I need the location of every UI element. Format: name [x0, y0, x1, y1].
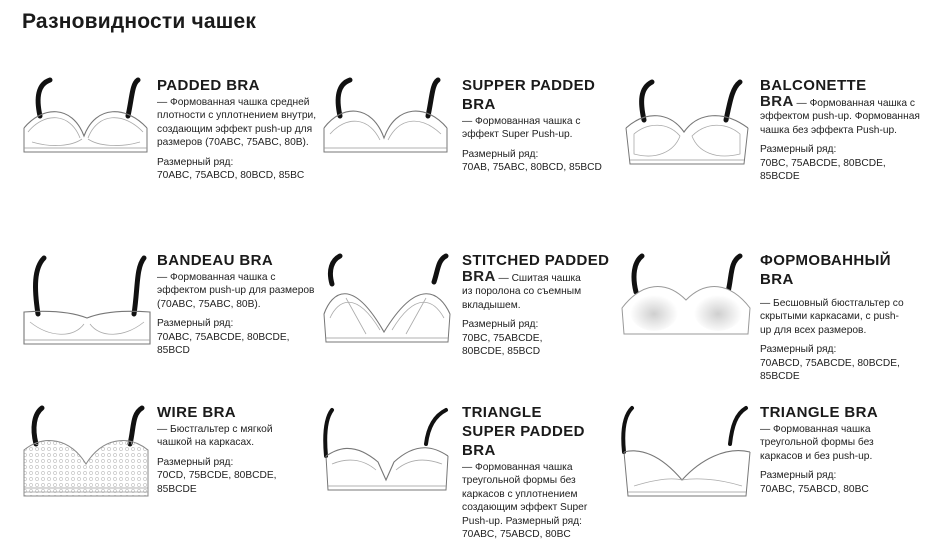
item-name: WIRE BRA — [157, 404, 237, 421]
supper-padded-bra-info — [462, 76, 630, 175]
item-name-line2: BRA — [760, 93, 794, 110]
item-description: — Формованная чашка средней плотности с уплотнением внутри, создающим эффект push-up для размеров (70ABC, 75ABC, 80B). — [157, 97, 317, 149]
sizes-label: Размерный ряд: — [760, 344, 837, 356]
sizes-label: Размерный ряд: — [462, 148, 539, 160]
molded-bra-info — [760, 251, 925, 383]
item-name-line1: BALCONETTE — [760, 77, 867, 94]
sizes-value: 70ABC, 75ABCD, 80BC — [462, 529, 571, 541]
item-description: — Формованная чашка с эффектом push-up. Формованная чашка без эффекта Push-up. — [760, 98, 920, 136]
sizes-value: 70CD, 75BCDE, 80BCDE, 85BCDE — [157, 470, 277, 495]
item-description: — Формованная чашка треугольной формы без каркасов с уплотнением создающим эффект Super Push-up. Размерный ряд: — [462, 462, 588, 527]
page-title: Разновидности чашек — [22, 10, 257, 33]
item-name: TRIANGLE BRA — [760, 404, 879, 421]
sizes-label: Размерный ряд: — [462, 319, 539, 331]
item-description: — Бюстгальтер с мягкой чашкой на каркасах. — [157, 424, 273, 449]
stitched-padded-bra-illustration — [322, 252, 452, 347]
sizes-value: 70BC, 75ABCDE, 80BCDE, 85BCD — [462, 332, 543, 358]
sizes-value: 70AB, 75ABC, 80BCD, 85BCD — [462, 162, 602, 174]
item-name: BANDEAU BRA — [157, 252, 274, 269]
item-description: — Бесшовный бюстгальтер со скрытыми каркасами, с push-up для всех размеров. — [760, 298, 904, 336]
item-name: PADDED BRA — [157, 77, 260, 94]
triangle-super-padded-bra-info — [462, 403, 622, 541]
sizes-value: 70ABC, 75ABCD, 80BCD, 85BC — [157, 170, 305, 182]
item-name-line2: BRA — [462, 268, 496, 285]
item-description: — Сшитая чашка из поролона со съемным вкладышем. — [462, 273, 582, 311]
sizes-value: 70BC, 75ABCDE, 80BCDE, 85BCDE — [760, 157, 886, 183]
sizes-label: Размерный ряд: — [157, 318, 234, 330]
item-description: — Формованная чашка с эффектом push-up для размеров (70ABC, 75ABC, 80B). — [157, 272, 315, 310]
sizes-label: Размерный ряд: — [760, 470, 837, 482]
item-name: ФОРМОВАННЫЙ BRA — [760, 252, 891, 288]
wire-bra-info — [157, 403, 317, 496]
sizes-label: Размерный ряд: — [157, 456, 234, 468]
stitched-padded-bra-info — [462, 251, 622, 358]
item-name: SUPPER PADDED BRA — [462, 77, 596, 113]
triangle-super-padded-bra-illustration — [322, 404, 452, 499]
triangle-bra-info — [760, 403, 920, 496]
item-name-line2: SUPER PADDED BRA — [462, 423, 585, 459]
bandeau-bra-info — [157, 251, 325, 357]
bandeau-bra-illustration — [22, 252, 152, 347]
balconette-bra-illustration — [622, 76, 752, 171]
item-description: — Формованная чашка треугольной формы без каркасов и без push-up. — [760, 424, 874, 462]
sizes-value: 70ABC, 75ABCD, 80BC — [760, 483, 869, 495]
sizes-label: Размерный ряд: — [157, 156, 234, 168]
wire-bra-illustration — [22, 404, 152, 499]
padded-bra-illustration — [22, 76, 152, 166]
sizes-value: 70ABC, 75ABCDE, 80BCDE, 85BCD — [157, 331, 290, 357]
item-name-desc-block — [462, 270, 594, 312]
item-description: — Формованная чашка с эффект Super Push-up. — [462, 116, 581, 141]
supper-padded-bra-illustration — [322, 76, 452, 166]
triangle-bra-illustration — [620, 404, 752, 499]
sizes-value: 70ABCD, 75ABCDE, 80BCDE, 85BCDE — [760, 357, 900, 383]
item-name-desc-block — [760, 95, 920, 137]
item-name-line1: TRIANGLE — [462, 404, 542, 421]
padded-bra-info — [157, 76, 325, 182]
sizes-label: Размерный ряд: — [760, 144, 837, 156]
balconette-bra-info — [760, 76, 920, 183]
item-name-line1: STITCHED PADDED — [462, 252, 610, 269]
molded-bra-illustration — [620, 252, 752, 342]
